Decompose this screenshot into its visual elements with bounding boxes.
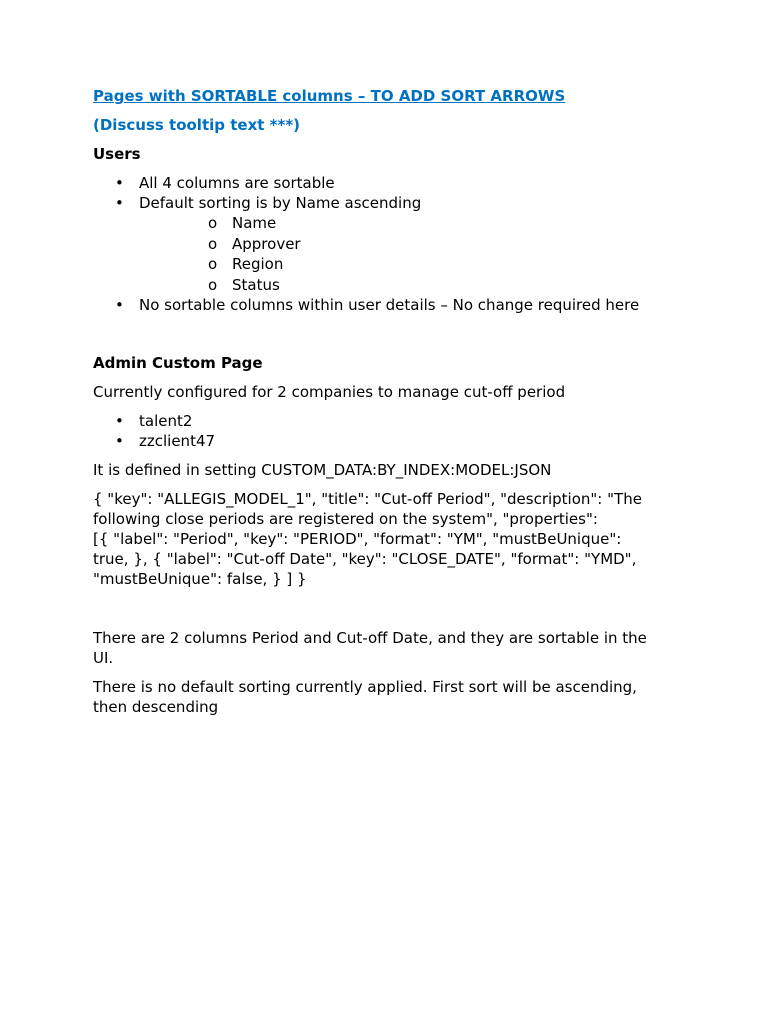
columns-note-line: UI. (93, 649, 114, 667)
sub-list-item-text: Name (232, 214, 277, 232)
sub-bullet-marker: o (208, 234, 218, 253)
sub-list-item (139, 234, 683, 255)
list-item (93, 295, 683, 315)
bullet-marker: • (115, 296, 124, 314)
sorting-note-line: There is no default sorting currently applied. First sort will be ascending, (93, 678, 637, 696)
bullet-marker: • (115, 412, 124, 430)
users-heading: Users (93, 145, 141, 163)
sub-bullet-marker: o (208, 214, 218, 232)
bullet-marker: • (115, 432, 124, 450)
bullet-marker: • (115, 194, 124, 212)
sub-list-item-text: Status (232, 275, 280, 294)
spacer (93, 324, 683, 353)
sub-bullet-marker: o (208, 255, 218, 273)
json-config-line: "mustBeUnique": false, } ] } (93, 570, 307, 588)
json-config-line: { "key": "ALLEGIS_MODEL_1", "title": "Cut-off Period", "description": "The (93, 490, 642, 508)
json-config-line: following close periods are registered on the system", "properties": (93, 510, 598, 528)
json-config-line: [{ "label": "Period", "key": "PERIOD", "format": "YM", "mustBeUnique": (93, 530, 622, 548)
list-item-text: talent2 (139, 412, 193, 430)
json-config-block (93, 489, 683, 589)
sorting-note-line: then descending (93, 698, 219, 716)
columns-note-line: There are 2 columns Period and Cut-off Date, and they are sortable in the (93, 629, 647, 647)
spacer (93, 598, 683, 628)
admin-custom-page-heading: Admin Custom Page (93, 354, 263, 372)
list-item-text: All 4 columns are sortable (139, 174, 335, 192)
sub-list-item (139, 254, 683, 275)
json-config-line: true, }, { "label": "Cut-off Date", "key": "CLOSE_DATE", "format": "YMD", (93, 550, 637, 568)
list-item (93, 193, 683, 295)
list-item-text: zzclient47 (139, 432, 216, 450)
sub-list-item (139, 275, 683, 296)
users-bullet-list (93, 173, 683, 315)
list-item (93, 431, 683, 451)
list-item (93, 173, 683, 193)
columns-note (93, 628, 683, 668)
setting-definition-text: It is defined in setting CUSTOM_DATA:BY_INDEX:MODEL:JSON (93, 461, 552, 479)
list-item-text: Default sorting is by Name ascending (139, 194, 422, 212)
sub-list-item-text: Region (232, 255, 284, 273)
bullet-marker: • (115, 174, 124, 192)
sub-list-item (139, 213, 683, 234)
document-page (93, 86, 683, 726)
list-item (93, 411, 683, 431)
default-sort-sub-list (139, 213, 683, 295)
sorting-note (93, 677, 683, 717)
sub-list-item-text: Approver (232, 234, 301, 253)
companies-bullet-list (93, 411, 683, 451)
list-item-text: No sortable columns within user details – No change required here (139, 296, 640, 314)
sortable-pages-link[interactable]: Pages with SORTABLE columns – TO ADD SORT ARROWS (93, 87, 566, 105)
tooltip-discussion-note: (Discuss tooltip text ***) (93, 116, 301, 134)
admin-intro-text: Currently configured for 2 companies to manage cut-off period (93, 383, 566, 401)
sub-bullet-marker: o (208, 275, 218, 294)
